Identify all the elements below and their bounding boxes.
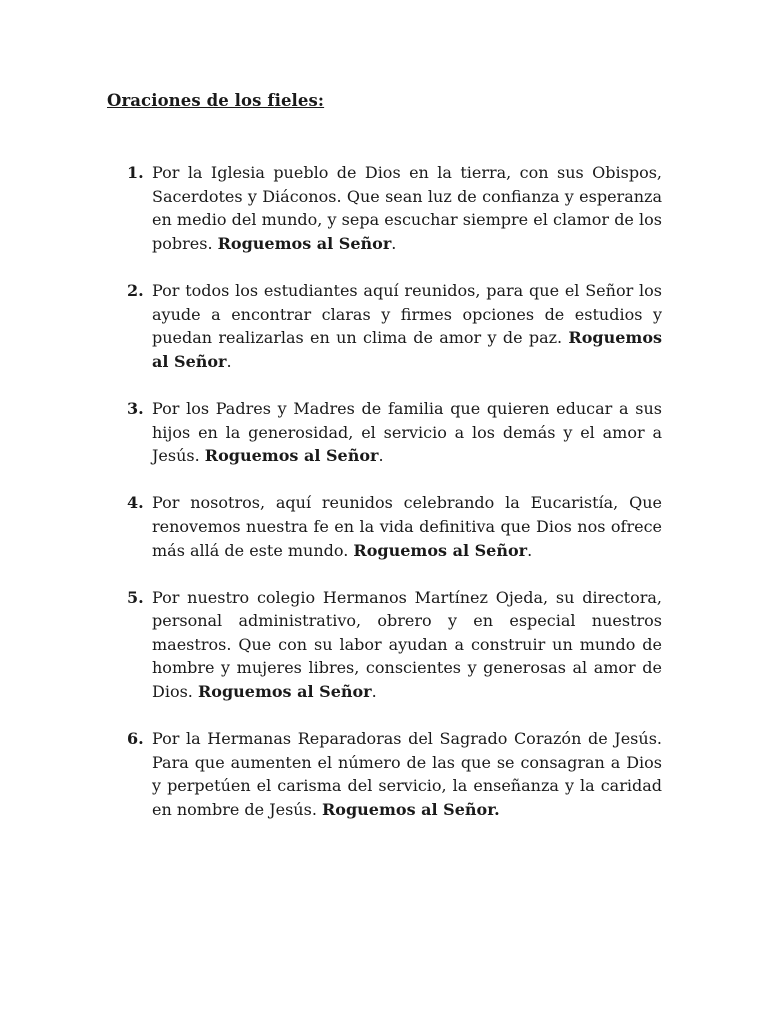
prayer-item-2 <box>127 279 662 373</box>
prayer-end-punctuation: . <box>378 446 384 466</box>
prayer-response: Roguemos al Señor <box>197 682 372 702</box>
prayer-end-punctuation: . <box>226 351 232 371</box>
prayer-response: Roguemos al Señor <box>217 233 392 253</box>
prayer-text: Por la Iglesia pueblo de Dios en la tierra, con sus Obispos, Sacerdotes y Diáconos. Que sean luz de confianza y esperanza en medio del mundo, y sepa escuchar siempre el clamor de los pobres. <box>152 163 662 253</box>
prayer-end-punctuation: . <box>527 540 533 560</box>
prayer-number: 2. <box>127 280 144 300</box>
prayer-text: Por nuestro colegio Hermanos Martínez Ojeda, su directora, personal administrativo, obrero y en especial nuestros maestros. Que con su labor ayudan a construir un mundo de hombre y mujeres libres, conscientes y generosas al amor de Dios. <box>152 587 662 702</box>
prayer-number: 5. <box>127 587 144 607</box>
prayer-response: Roguemos al Señor <box>152 328 662 371</box>
prayer-response: Roguemos al Señor <box>204 446 379 466</box>
prayer-text: Por los Padres y Madres de familia que quieren educar a sus hijos en la generosidad, el servicio a los demás y el amor a Jesús. <box>152 398 662 466</box>
prayer-item-1 <box>127 161 662 255</box>
prayer-item-3 <box>127 397 662 468</box>
prayer-end-punctuation: . <box>371 682 377 702</box>
prayer-number: 6. <box>127 729 144 749</box>
prayer-end-punctuation: . <box>391 233 397 253</box>
prayer-number: 1. <box>127 163 144 182</box>
prayer-text: Por nosotros, aquí reunidos celebrando la Eucaristía, Que renovemos nuestra fe en la vida definitiva que Dios nos ofrece más allá de este mundo. <box>152 493 662 560</box>
document-title: Oraciones de los fieles: <box>107 91 325 110</box>
prayer-list <box>127 161 662 845</box>
prayer-response: Roguemos al Señor <box>353 540 528 560</box>
prayer-item-4 <box>127 491 662 562</box>
prayer-number: 3. <box>127 398 144 418</box>
prayer-number: 4. <box>127 493 144 513</box>
prayer-item-6 <box>127 727 662 821</box>
prayer-response: Roguemos al Señor. <box>322 800 500 820</box>
prayer-text: Por todos los estudiantes aquí reunidos, para que el Señor los ayude a encontrar claras y firmes opciones de estudios y puedan realizarlas en un clima de amor y de paz. <box>152 280 662 348</box>
prayer-text: Por la Hermanas Reparadoras del Sagrado Corazón de Jesús. Para que aumenten el número de las que se consagran a Dios y perpetúen el carisma del servicio, la enseñanza y la caridad en nombre de Jesús. <box>152 729 662 820</box>
prayer-item-5 <box>127 586 662 704</box>
